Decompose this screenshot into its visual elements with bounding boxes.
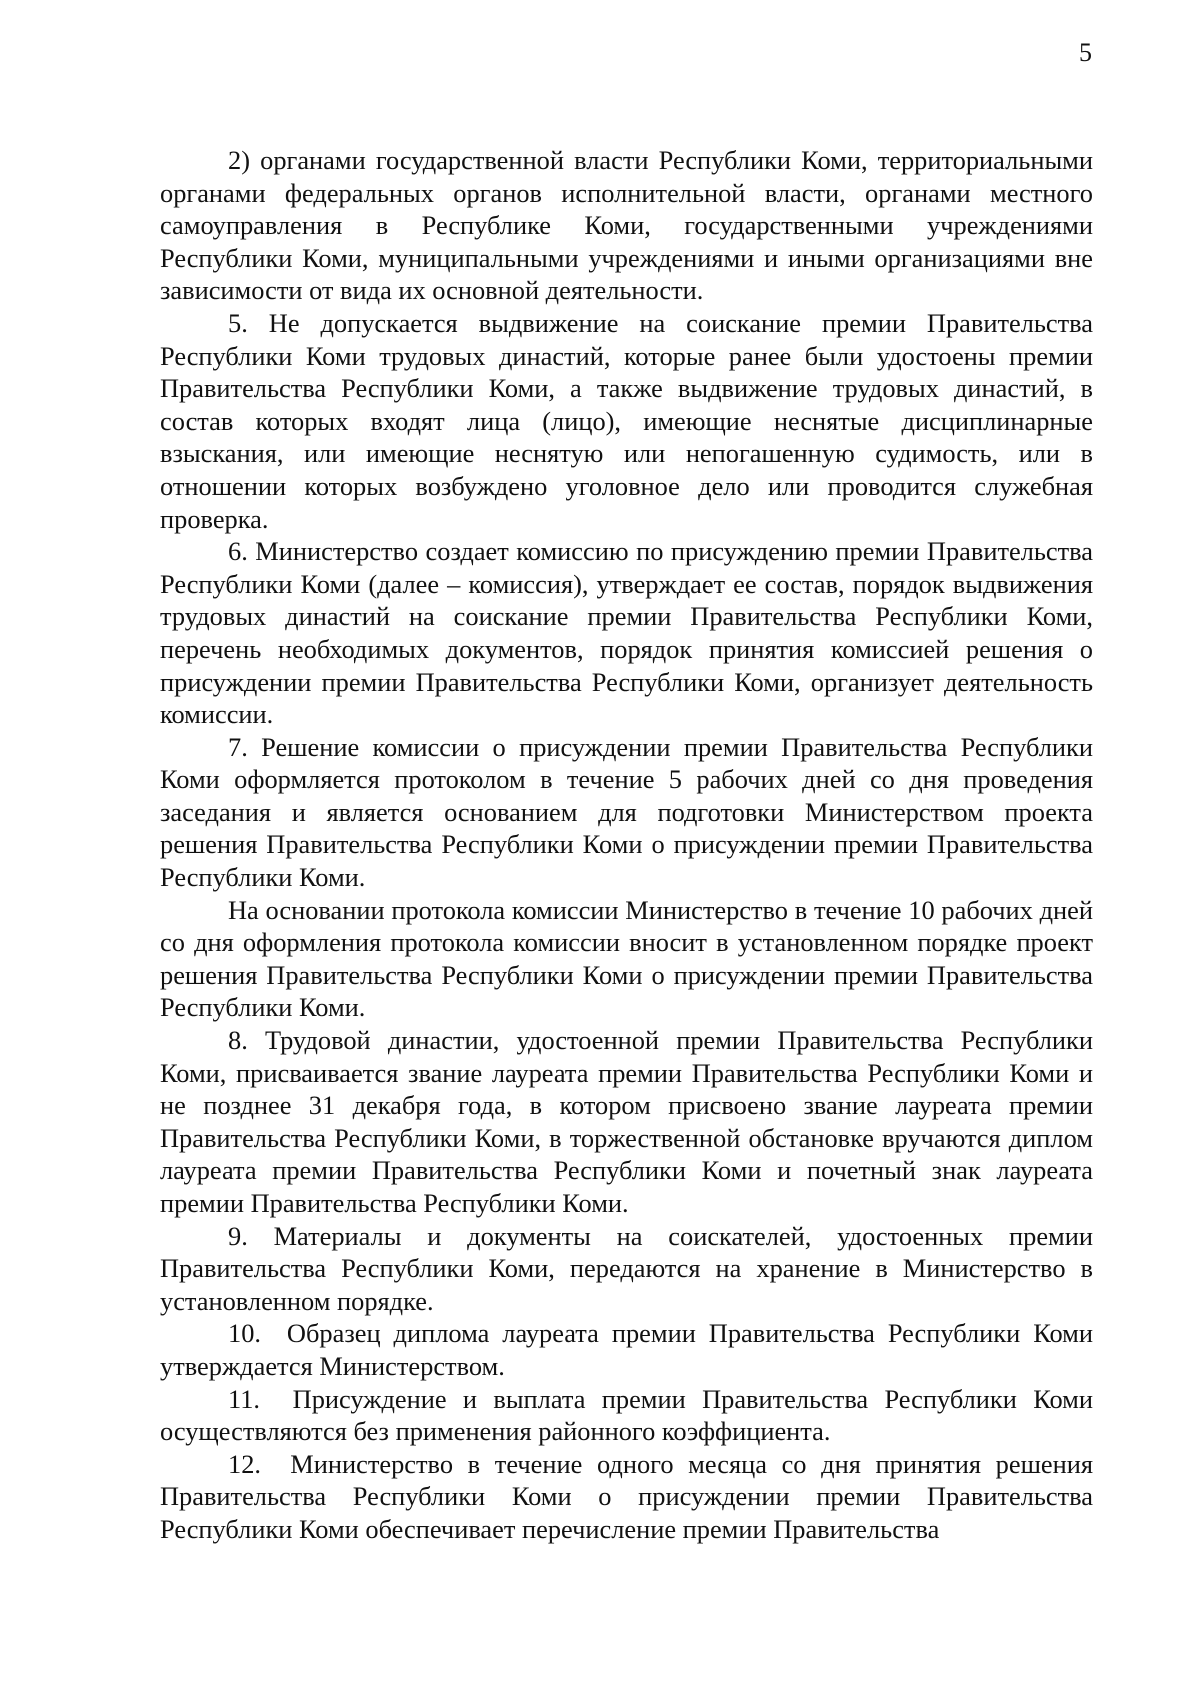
paragraph-5: 5. Не допускается выдвижение на соискание премии Правительства Республики Коми трудовых династий, которые ранее были удостоены премии Правительства Республики Коми, а также выдвижение трудовых династий, в состав которых входят лица (лицо), имеющие неснятые дисциплинарные взыскания, или имеющие неснятую или непогашенную судимость, или в отношении которых возбуждено уголовное дело или проводится служебная проверка. — [160, 307, 1093, 534]
paragraph-7: 7. Решение комиссии о присуждении премии Правительства Республики Коми оформляется протоколом в течение 5 рабочих дней со дня проведения заседания и является основанием для подготовки Министерством проекта решения Правительства Республики Коми о присуждении премии Правительства Республики Коми. — [160, 731, 1093, 893]
paragraph-9: 9. Материалы и документы на соискателей, удостоенных премии Правительства Республики Коми, передаются на хранение в Министерство в установленном порядке. — [160, 1220, 1093, 1316]
paragraph-10: 10. Образец диплома лауреата премии Правительства Республики Коми утверждается Министерством. — [160, 1318, 1093, 1381]
paragraph-11: 11. Присуждение и выплата премии Правительства Республики Коми осуществляются без применения районного коэффициента. — [160, 1383, 1093, 1447]
paragraph-7-continued: На основании протокола комиссии Министерство в течение 10 рабочих дней со дня оформления протокола комиссии вносит в установленном порядке проект решения Правительства Республики Коми о присуждении премии Правительства Республики Коми. — [160, 894, 1093, 1023]
paragraph-8: 8. Трудовой династии, удостоенной премии Правительства Республики Коми, присваивается звание лауреата премии Правительства Республики Коми и не позднее 31 декабря года, в котором присвоено звание лауреата премии Правительства Республики Коми, в торжественной обстановке вручаются диплом лауреата премии Правительства Республики Коми и почетный знак лауреата премии Правительства Республики Коми. — [160, 1025, 1093, 1218]
document-body — [160, 144, 1093, 1546]
paragraph-6: 6. Министерство создает комиссию по присуждению премии Правительства Республики Коми (далее – комиссия), утверждает ее состав, порядок выдвижения трудовых династий на соискание премии Правительства Республики Коми, перечень необходимых документов, порядок принятия комиссией решения о присуждении премии Правительства Республики Коми, организует деятельность комиссии. — [160, 536, 1093, 730]
paragraph-12: 12. Министерство в течение одного месяца со дня принятия решения Правительства Республики Коми о присуждении премии Правительства Республики Коми обеспечивает перечисление премии Правительства — [160, 1448, 1093, 1544]
paragraph-4-2: 2) органами государственной власти Республики Коми, территориальными органами федеральных органов исполнительной власти, органами местного самоуправления в Республике Коми, государственными учреждениями Республики Коми, муниципальными учреждениями и иными организациями вне зависимости от вида их основной деятельности. — [160, 145, 1093, 306]
page-number: 5 — [1079, 38, 1092, 67]
